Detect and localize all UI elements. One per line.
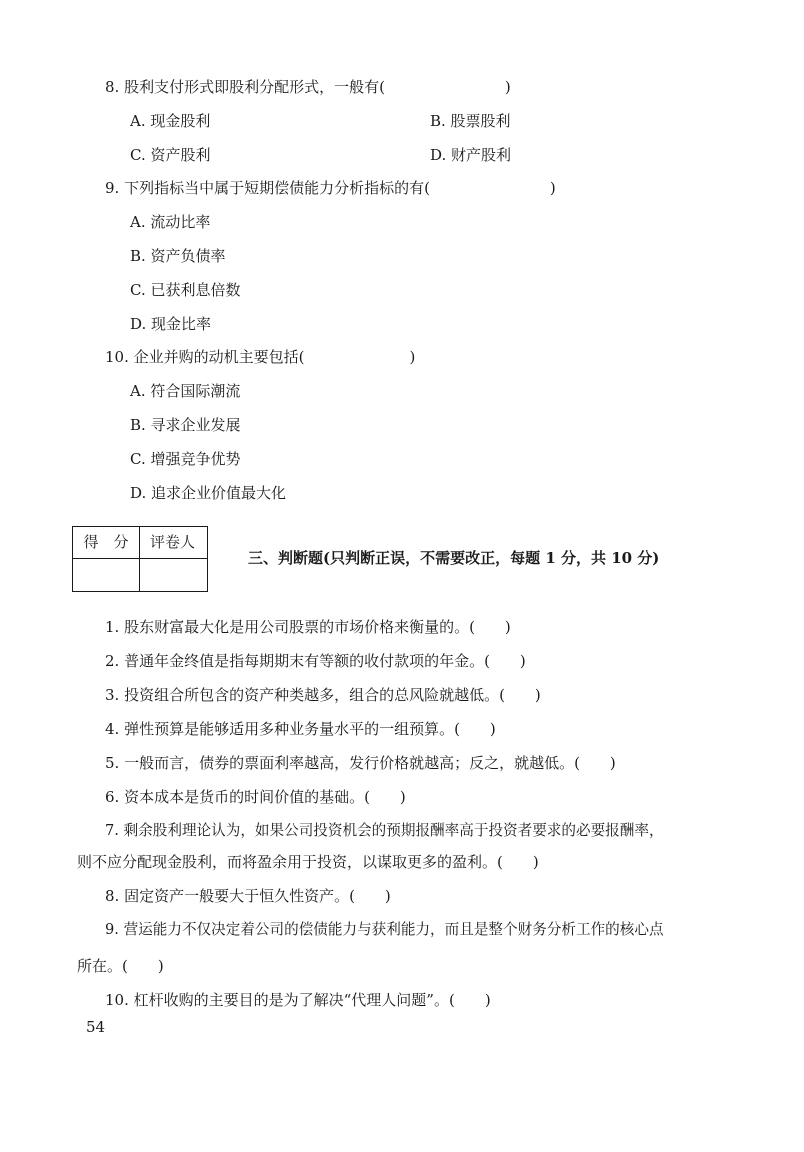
question-10-option-a: A. 符合国际潮流: [130, 382, 241, 400]
grader-entry-field[interactable]: [139, 559, 206, 591]
question-9-option-d: D. 现金比率: [130, 315, 212, 333]
question-8-option-a: A. 现金股利: [130, 112, 211, 130]
score-label: 得 分: [83, 533, 129, 551]
tf-question-6: 6. 资本成本是货币的时间价值的基础。( ): [105, 788, 406, 806]
score-box: [72, 526, 208, 592]
tf-question-9-line-1: 9. 营运能力不仅决定着公司的偿债能力与获利能力，而且是整个财务分析工作的核心点: [105, 921, 664, 938]
tf-question-5: 5. 一般而言，债券的票面利率越高，发行价格就越高；反之，就越低。( ): [105, 754, 616, 772]
tf-question-8: 8. 固定资产一般要大于恒久性资产。( ): [105, 887, 391, 905]
question-10-option-d: D. 追求企业价值最大化: [130, 484, 287, 502]
question-8-option-b: B. 股票股利: [430, 112, 511, 130]
question-8-option-d: D. 财产股利: [430, 146, 512, 164]
section-heading: 三、判断题(只判断正误，不需要改正，每题 1 分，共 10 分): [248, 549, 660, 567]
tf-question-3: 3. 投资组合所包含的资产种类越多，组合的总风险就越低。( ): [105, 686, 541, 704]
score-entry-field[interactable]: [73, 559, 139, 591]
tf-question-10: 10. 杠杆收购的主要目的是为了解决“代理人问题”。( ): [105, 991, 491, 1009]
page-number: 54: [86, 1018, 106, 1036]
question-10-option-b: B. 寻求企业发展: [130, 416, 241, 434]
tf-question-4: 4. 弹性预算是能够适用多种业务量水平的一组预算。( ): [105, 720, 496, 738]
tf-question-7-line-1: 7. 剩余股利理论认为，如果公司投资机会的预期报酬率高于投资者要求的必要报酬率，: [105, 822, 664, 839]
question-9-option-c: C. 已获利息倍数: [130, 281, 241, 299]
tf-question-1: 1. 股东财富最大化是用公司股票的市场价格来衡量的。( ): [105, 618, 511, 636]
question-9-stem: 9. 下列指标当中属于短期偿债能力分析指标的有( ): [105, 179, 556, 197]
question-9-option-a: A. 流动比率: [130, 213, 211, 231]
question-10-option-c: C. 增强竞争优势: [130, 450, 241, 468]
question-10-stem: 10. 企业并购的动机主要包括( ): [105, 348, 416, 366]
tf-question-9-line-2: 所在。( ): [77, 957, 164, 975]
tf-question-2: 2. 普通年金终值是指每期期末有等额的收付款项的年金。( ): [105, 652, 526, 670]
tf-question-7-line-2: 则不应分配现金股利，而将盈余用于投资，以谋取更多的盈利。( ): [77, 853, 539, 871]
question-9-option-b: B. 资产负债率: [130, 247, 226, 265]
question-8-stem: 8. 股利支付形式即股利分配形式，一般有( ): [105, 78, 511, 96]
grader-label: 评卷人: [149, 533, 195, 551]
question-8-option-c: C. 资产股利: [130, 146, 211, 164]
